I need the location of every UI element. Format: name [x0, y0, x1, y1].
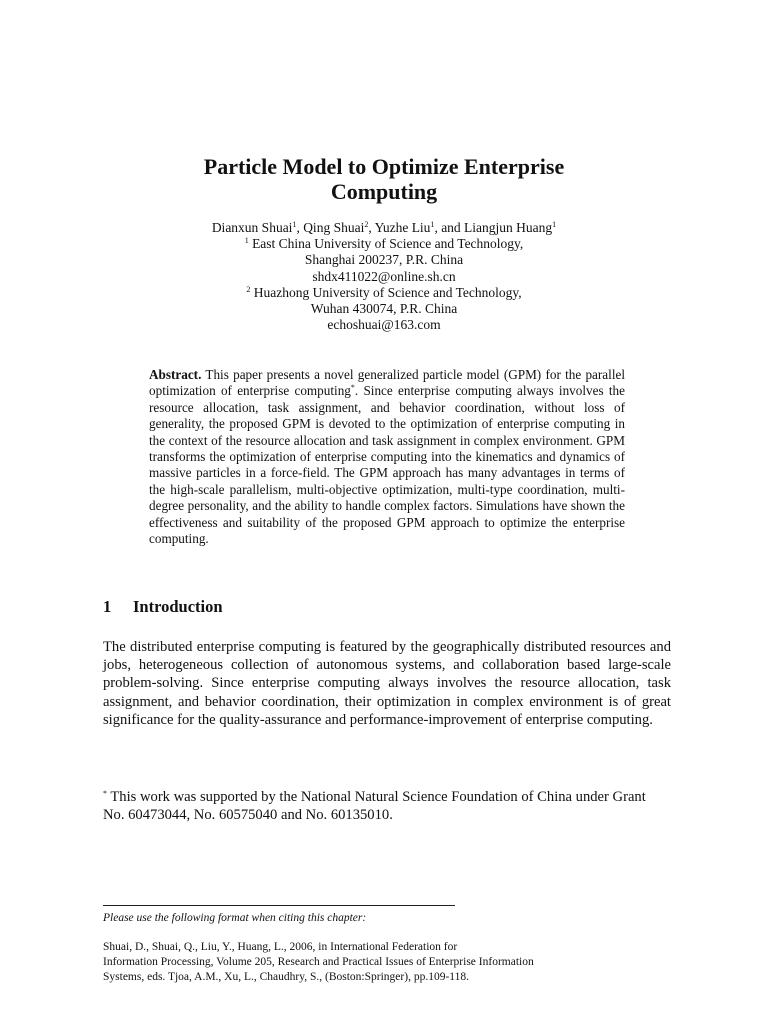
affiliation-2-email: echoshuai@163.com	[327, 317, 441, 333]
citation-format-note: Please use the following format when citing this chapter:	[103, 912, 367, 924]
citation-line: Systems, eds. Tjoa, A.M., Xu, L., Chaudhry, S., (Boston:Springer), pp.109-118.	[103, 971, 469, 984]
introduction-paragraph: The distributed enterprise computing is featured by the geographically distributed resources and jobs, heterogeneous collection of autonomous systems, and collaboration based large-scale problem-solving. Since enterprise computing always involves the resource allocation, task assignment, and behavior coordination, their optimization in complex environment is of great significance for the quality-assurance and performance-improvement of enterprise computing.	[103, 639, 671, 728]
affiliation-mark: 1	[244, 236, 249, 246]
funding-footnote	[103, 788, 663, 824]
abstract-text-part-2: . Since enterprise computing always involves the resource allocation, task assignment, and behavior coordination, without loss of generality, the proposed GPM is devoted to the optimization of enterprise computing in the context of the resource allocation and task assignment in complex environment. GPM transforms the optimization of enterprise computing into the kinematics and dynamics of massive particles in a force-field. The GPM approach has many advantages in terms of the high-scale parallelism, multi-objective optimization, multi-type coordination, multi-degree personality, and the ability to handle complex factors. Simulations have shown the effectiveness and suitability of the proposed GPM approach to optimize the enterprise computing.	[149, 383, 625, 547]
affiliation-2-name	[100, 285, 668, 301]
abstract	[149, 367, 625, 547]
author-affiliation-mark: 1	[552, 220, 557, 229]
footnote-text: This work was supported by the National Natural Science Foundation of China under Grant No. 60473044, No. 60575040 and No. 60135010.	[103, 789, 646, 824]
author-block	[100, 220, 668, 333]
abstract-label: Abstract.	[149, 367, 202, 382]
section-heading-introduction	[103, 597, 223, 617]
author-list	[100, 220, 668, 236]
author-name: , Yuzhe Liu	[368, 220, 431, 235]
paper-title	[100, 154, 668, 204]
affiliation-1-city: Shanghai 200237, P.R. China	[304, 252, 464, 268]
author-name: , and Liangjun Huang	[434, 220, 553, 235]
author-name: Dianxun Shuai	[211, 220, 293, 235]
footnote-marker: *	[350, 383, 355, 393]
author-affiliation-mark: 1	[430, 220, 435, 229]
affiliation-text: East China University of Science and Technology,	[248, 236, 524, 252]
citation-line: Information Processing, Volume 205, Research and Practical Issues of Enterprise Information	[103, 956, 534, 969]
citation-block	[103, 940, 643, 986]
footnote-marker: *	[103, 789, 107, 798]
title-line-1: Particle Model to Optimize Enterprise	[203, 154, 565, 179]
affiliation-1-email: shdx411022@online.sh.cn	[312, 268, 456, 284]
affiliation-2-city: Wuhan 430074, P.R. China	[310, 301, 458, 317]
author-name: , Qing Shuai	[296, 220, 365, 235]
citation-line: Shuai, D., Shuai, Q., Liu, Y., Huang, L., 2006, in International Federation for	[103, 941, 458, 953]
author-affiliation-mark: 1	[292, 220, 297, 229]
section-number: 1	[103, 597, 112, 616]
abstract-text-part-1: This paper presents a novel generalized particle model (GPM) for the parallel optimization of enterprise computing	[149, 367, 625, 399]
affiliation-1-name	[100, 236, 668, 252]
affiliation-text: Huazhong University of Science and Technology,	[250, 284, 522, 300]
section-title: Introduction	[133, 597, 223, 616]
footnote-divider	[103, 905, 455, 906]
author-affiliation-mark: 2	[364, 220, 369, 229]
title-line-2: Computing	[330, 179, 438, 204]
affiliation-mark: 2	[246, 284, 251, 294]
